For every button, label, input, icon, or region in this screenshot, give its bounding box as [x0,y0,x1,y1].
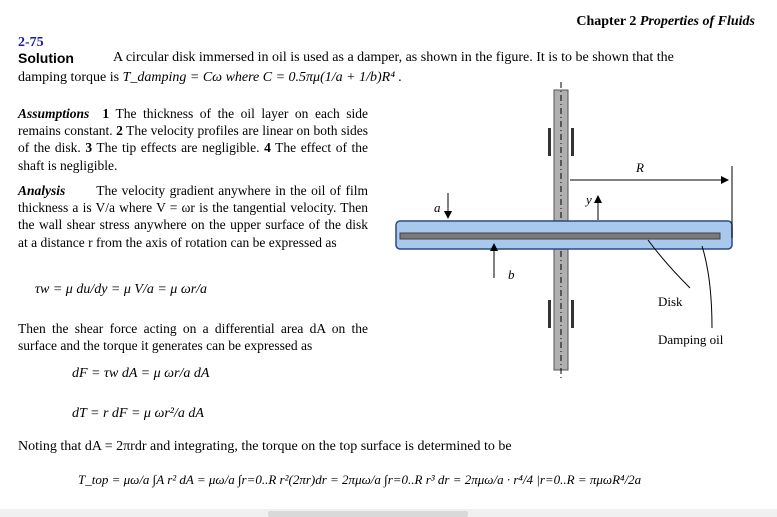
solution-heading: Solution [18,50,74,66]
label-R: R [636,160,644,175]
upper-bearing-left [548,128,551,156]
equation-dT: dT = r dF = μ ωr²/a dA [72,406,204,421]
integration-text: Noting that dA = 2πrdr and integrating, the torque on the top surface is determined to be [18,439,512,454]
equation-shear-stress: τw = μ du/dy = μ V/a = μ ωr/a [35,282,208,297]
intro-formula: T_damping = Cω where C = 0.5πμ(1/a + 1/b)R⁴ . [122,70,403,85]
analysis-heading: Analysis [18,183,66,198]
horizontal-scroll-thumb[interactable] [268,511,468,517]
chapter-title: Properties of Fluids [639,14,755,29]
assumptions-heading: Assumptions [18,106,90,121]
chapter-header [576,14,755,30]
assumption-3-text: The tip effects are negligible. [96,140,260,156]
damper-figure [390,78,770,388]
equation-dF: dF = τw dA = μ ωr/a dA [72,366,210,381]
disk [400,233,720,239]
problem-number: 2-75 [18,35,44,50]
assumption-1-text: The thickness of the oil layer on each side remains constant. [18,106,368,139]
upper-bearing-right [571,128,574,156]
label-damping-oil: Damping oil [658,332,724,347]
label-a: a [434,200,441,215]
analysis-text: The velocity gradient anywhere in the oil of film thickness a is V/a where V = ωr is the tangential velocity. Then the wall shear stress anywhere on the upper surface of the disk at a distance r from the axis of rotation can be expressed as [18,183,368,250]
lower-bearing-left [548,300,551,328]
assumption-1-number: 1 [102,106,110,121]
label-y: y [586,192,592,207]
assumption-2-text: The velocity profiles are linear on both sides of the disk. [18,123,368,156]
label-b: b [508,267,515,282]
assumption-2-number: 2 [116,123,123,139]
analysis-paragraph [18,182,368,251]
assumptions-paragraph [18,105,368,174]
assumption-3-number: 3 [85,140,93,156]
oil-leader [702,246,712,328]
label-disk: Disk [658,294,683,309]
solution-intro-line1: A circular disk immersed in oil is used as a damper, as shown in the figure. It is to be shown that the [113,50,674,65]
lower-bearing-right [571,300,574,328]
assumption-4-number: 4 [264,140,271,156]
assumption-4-text: The effect of the shaft is negligible. [18,140,369,173]
equation-T-top: T_top = μω/a ∫A r² dA = μω/a ∫r=0..R r²(2πr)dr = 2πμω/a ∫r=0..R r³ dr = 2πμω/a · r⁴/4 |r=0..R = πμωR⁴/2a [78,472,642,487]
chapter-number: Chapter 2 [576,14,637,29]
solution-intro-line2 [18,70,402,86]
intro-prefix: damping torque is [18,70,120,85]
shear-force-paragraph: Then the shear force acting on a differential area dA on the surface and the torque it generates can be expressed as [18,321,368,354]
